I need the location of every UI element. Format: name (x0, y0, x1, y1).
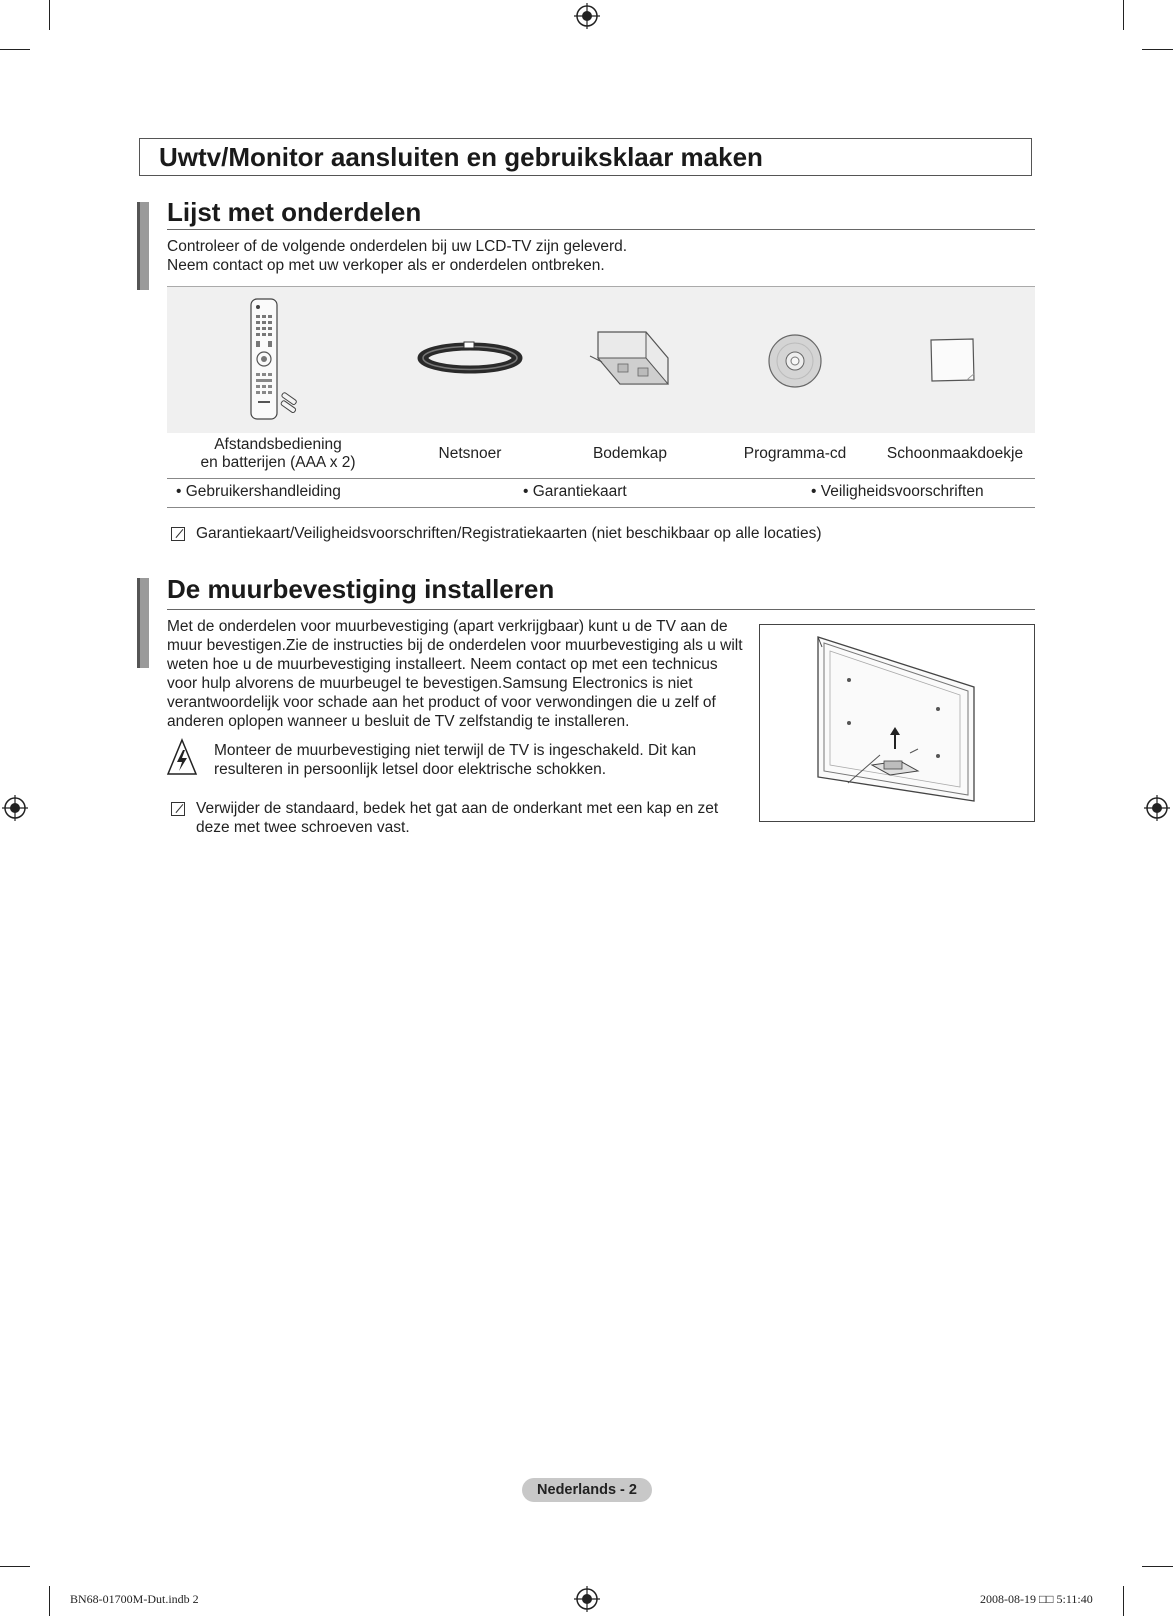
note-icon (171, 802, 185, 816)
registration-mark-icon (574, 3, 600, 29)
parts-intro-line2: Neem contact op met uw verkoper als er onderdelen ontbreken. (167, 257, 605, 274)
note-icon (171, 527, 185, 541)
remote-control-icon (248, 297, 310, 423)
table-rule (167, 507, 1035, 508)
paragraph-line: verantwoordelijk voor schade aan het product of voor verwondingen die u zelf of (167, 694, 716, 711)
paragraph-line: weten hoe u de muurbevestiging installeert. Neem contact op met een technicus (167, 656, 718, 673)
extra-item (523, 483, 627, 501)
registration-mark-icon (1144, 795, 1170, 821)
power-cord-icon (414, 336, 526, 380)
part-label-cover: Bodemkap (592, 445, 668, 462)
section-bar (137, 202, 149, 290)
section-title-wall-mount: De muurbevestiging installeren (167, 574, 555, 604)
tv-back-illustration (760, 625, 1034, 821)
extra-item-label: Gebruikershandleiding (185, 483, 341, 500)
crop-mark (49, 1586, 50, 1616)
bullet: • (811, 483, 817, 500)
bottom-cover-icon (588, 328, 672, 390)
part-label-remote (186, 436, 370, 472)
crop-mark (1142, 1566, 1173, 1567)
part-label-remote-line1: Afstandsbediening (214, 436, 342, 453)
part-label-cd: Programma-cd (743, 445, 847, 462)
registration-mark-icon (574, 1586, 600, 1612)
section-title-parts: Lijst met onderdelen (167, 197, 422, 227)
footer-file-label: BN68-01700M-Dut.indb 2 (70, 1592, 199, 1606)
page-number-badge: Nederlands - 2 (522, 1478, 652, 1502)
warning-line: resulteren in persoonlijk letsel door elektrische schokken. (214, 761, 607, 778)
extra-item-label: Veiligheidsvoorschriften (820, 483, 984, 500)
part-label-cord: Netsnoer (438, 445, 502, 462)
section-rule (167, 609, 1035, 610)
footer-timestamp: 2008-08-19 □□ 5:11:40 (980, 1592, 1093, 1606)
paragraph-line: anderen oplopen wanneer u besluit de TV zelfstandig te installeren. (167, 713, 630, 730)
crop-mark (1123, 0, 1124, 30)
extra-item (176, 483, 341, 501)
warning-text (214, 741, 696, 779)
note-line: deze met twee schroeven vast. (196, 819, 410, 836)
wall-mount-note (196, 799, 718, 837)
table-rule (167, 478, 1035, 479)
cleaning-cloth-icon (927, 336, 977, 384)
registration-mark-icon (2, 795, 28, 821)
part-label-cloth: Schoonmaakdoekje (886, 445, 1024, 462)
bullet: • (176, 483, 182, 500)
bullet: • (523, 483, 529, 500)
parts-intro-line1: Controleer of de volgende onderdelen bij uw LCD-TV zijn geleverd. (167, 238, 628, 255)
wall-mount-figure (759, 624, 1035, 822)
parts-note: Garantiekaart/Veiligheidsvoorschriften/Registratiekaarten (niet beschikbaar op alle locaties) (196, 525, 822, 542)
crop-mark (0, 49, 30, 50)
warning-shock-icon (166, 738, 198, 776)
paragraph-line: voor hulp alvorens de muurbeugel te bevestigen.Samsung Electronics is niet (167, 675, 693, 692)
note-line: Verwijder de standaard, bedek het gat aan de onderkant met een kap en zet (196, 800, 719, 817)
warning-line: Monteer de muurbevestiging niet terwijl de TV is ingeschakeld. Dit kan (214, 742, 697, 759)
wall-mount-paragraph (167, 617, 743, 731)
section-bar (137, 578, 149, 668)
extra-item (811, 483, 984, 501)
cd-icon (767, 333, 823, 389)
section-rule (167, 229, 1035, 230)
part-label-remote-line2: en batterijen (AAA x 2) (200, 454, 356, 471)
crop-mark (1142, 49, 1173, 50)
paragraph-line: Met de onderdelen voor muurbevestiging (apart verkrijgbaar) kunt u de TV aan de (167, 618, 728, 635)
paragraph-line: muur bevestigen.Zie de instructies bij de onderdelen voor muurbevestiging als u wilt (167, 637, 743, 654)
extra-item-label: Garantiekaart (532, 483, 627, 500)
crop-mark (0, 1566, 30, 1567)
page-title: Uwtv/Monitor aansluiten en gebruiksklaar maken (139, 138, 1032, 176)
crop-mark (49, 0, 50, 30)
crop-mark (1123, 1586, 1124, 1616)
